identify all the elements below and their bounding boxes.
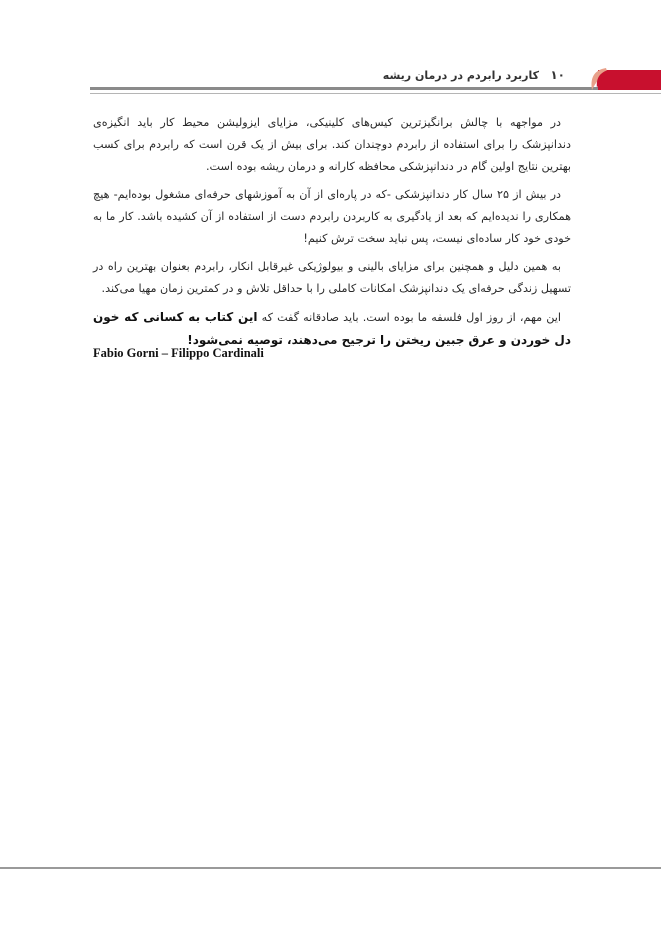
page-number: ۱۰ — [550, 68, 565, 82]
chapter-emblem-icon — [586, 66, 610, 92]
running-title: کاربرد رابردم در درمان ریشه — [382, 69, 539, 82]
footer-rule — [0, 867, 661, 869]
author-signature: Fabio Gorni – Filippo Cardinali — [93, 346, 264, 360]
body-text — [93, 112, 571, 358]
paragraph-2: در بیش از ۲۵ سال کار دندانپزشکی -که در پاره‌ای از آن به آموزشهای حرفه‌ای مشغول بوده‌ایم- هیچ همکاری را ندیده‌ایم که بعد از یادگیری به کاربردن رابردم دست از استفاده از آن کشیده باشد. کار ما به خودی خود کار ساده‌ای نیست، پس نباید سخت ترش کنیم! — [93, 188, 571, 245]
paragraph-4-intro: این مهم، از روز اول فلسفه ما بوده است. باید صادقانه گفت که — [257, 311, 561, 324]
header-rule-thin — [90, 93, 661, 94]
paragraph-1: در مواجهه با چالش برانگیزترین کیس‌های کلینیکی، مزایای ایزولیشن محیط کار باید انگیزه‌ی دندانپزشک را برای استفاده از رابردم دوچندان کند. برای بیش از یک قرن است که رابردم برای کسب بهترین نتایج اولین گام در دندانپزشکی محافظه کارانه و درمان ریشه بوده است. — [93, 116, 571, 173]
paragraph-3: به همین دلیل و همچنین برای مزایای بالینی و بیولوژیکی غیرقابل انکار، رابردم بعنوان بهترین راه در تسهیل زندگی حرفه‌ای یک دندانپزشک امکانات کاملی را با حداقل تلاش و در کمترین زمان مهیا می‌کند. — [93, 260, 571, 295]
header-rule — [90, 87, 661, 90]
paragraph-4-emphasis: این کتاب به کسانی که خون دل خوردن و عرق جبین ریختن را ترجیح می‌دهند، توصیه نمی‌شود! — [93, 310, 571, 347]
